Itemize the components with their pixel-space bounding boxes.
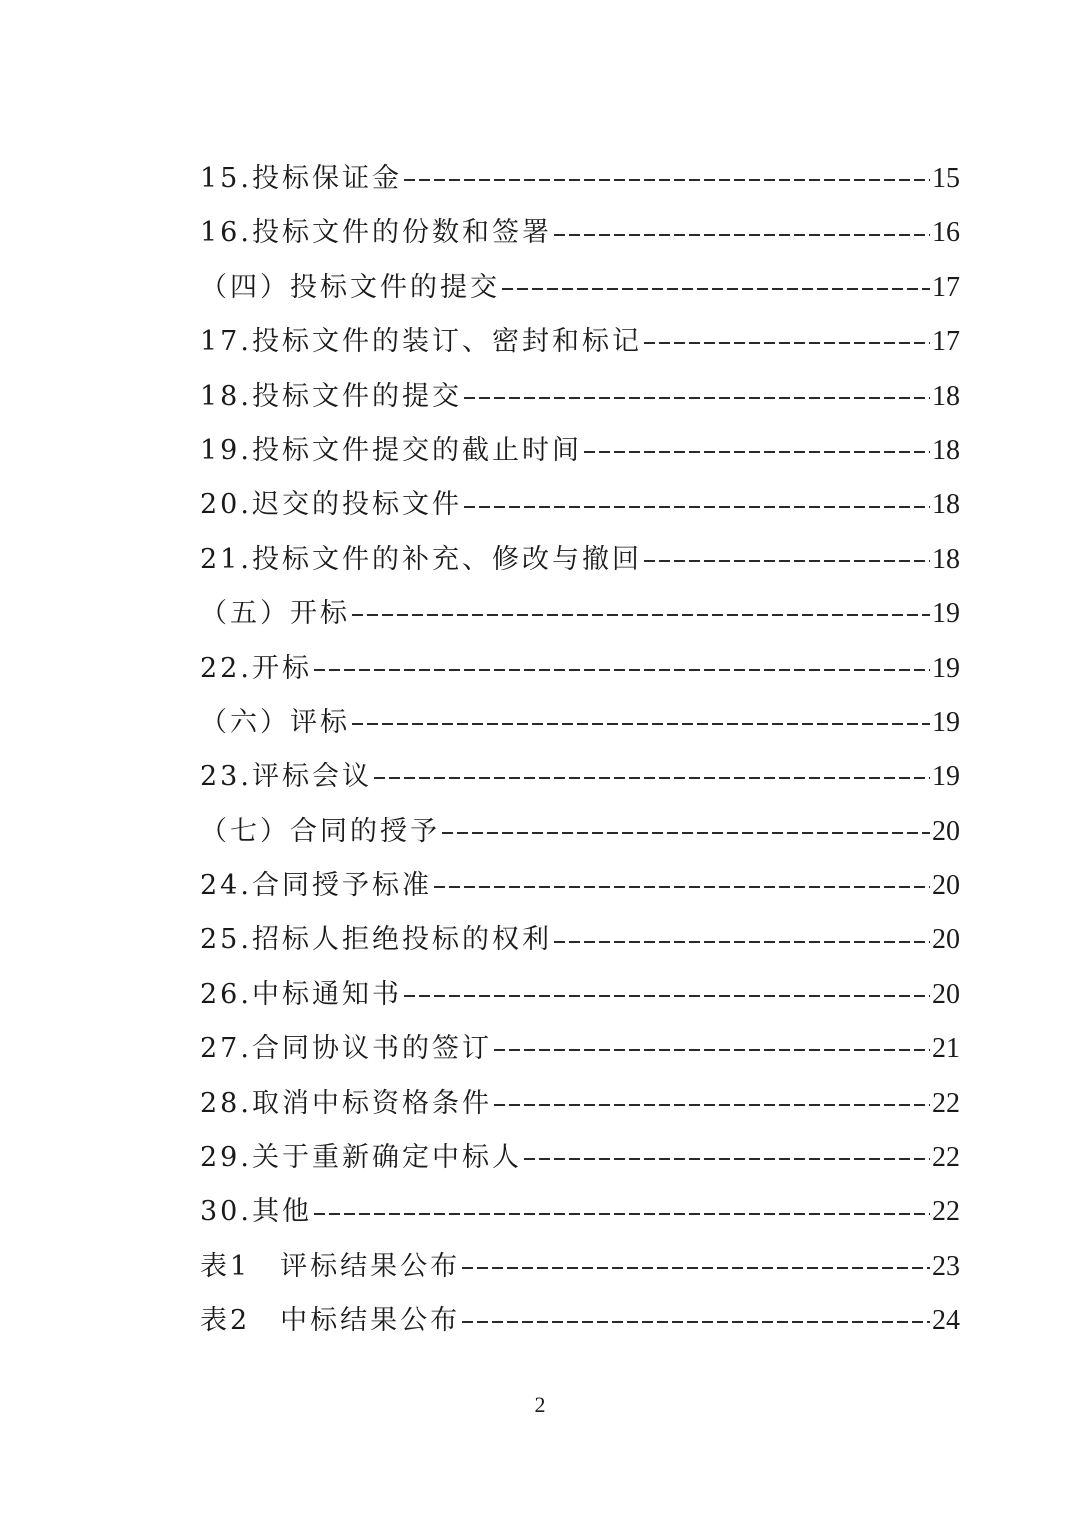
toc-leader <box>464 397 930 399</box>
toc-entry-page: 22 <box>932 1196 960 1228</box>
toc-entry-title: 26.中标通知书 <box>200 978 402 1010</box>
toc-leader <box>524 1158 930 1160</box>
toc-leader <box>644 342 930 344</box>
toc-entry-title: 30.其他 <box>200 1196 312 1228</box>
toc-entry-title: 表1 评标结果公布 <box>200 1250 461 1282</box>
toc-entry-page: 22 <box>932 1087 960 1119</box>
toc-leader <box>314 1213 930 1215</box>
toc-entry-page: 20 <box>932 978 960 1010</box>
toc-entry-title: 24.合同授予标准 <box>200 870 432 902</box>
toc-section-entry[interactable] <box>200 805 960 859</box>
toc-entry[interactable] <box>200 206 960 260</box>
toc-entry-title: 17.投标文件的装订、密封和标记 <box>200 326 642 358</box>
toc-entry-page: 16 <box>932 217 960 249</box>
toc-leader <box>554 941 930 943</box>
toc-leader <box>404 179 930 181</box>
toc-entry-title: 25.招标人拒绝投标的权利 <box>200 924 552 956</box>
toc-entry-title: 22.开标 <box>200 652 312 684</box>
toc-entry-page: 18 <box>932 380 960 412</box>
toc-entry-page: 15 <box>932 163 960 194</box>
toc-entry[interactable] <box>200 1185 960 1239</box>
toc-leader <box>464 506 930 508</box>
toc-entry-title: （五）开标 <box>200 598 350 630</box>
toc-entry-title: 20.迟交的投标文件 <box>200 489 462 521</box>
page-number: 2 <box>534 1392 546 1417</box>
toc-entry[interactable] <box>200 370 960 424</box>
toc-entry-page: 19 <box>932 598 960 630</box>
toc-entry-page: 17 <box>932 326 960 358</box>
toc-entry-page: 23 <box>932 1250 960 1282</box>
toc-entry-title: 27.合同协议书的签订 <box>200 1033 492 1065</box>
toc-entry-title: 15.投标保证金 <box>200 163 402 194</box>
toc-leader <box>462 1267 930 1269</box>
toc-entry[interactable] <box>200 1131 960 1185</box>
toc-leader <box>434 886 930 888</box>
toc-entry[interactable] <box>200 424 960 478</box>
toc-entry-title: 16.投标文件的份数和签署 <box>200 217 552 249</box>
toc-leader <box>442 832 930 834</box>
toc-entry-page: 22 <box>932 1142 960 1174</box>
toc-entry-title: 21.投标文件的补充、修改与撤回 <box>200 543 642 575</box>
toc-section-entry[interactable] <box>200 696 960 750</box>
toc-entry-page: 17 <box>932 271 960 303</box>
toc-entry-title: （七）合同的授予 <box>200 815 440 847</box>
toc-entry-page: 19 <box>932 761 960 793</box>
toc-leader <box>404 995 930 997</box>
toc-leader <box>554 234 930 236</box>
toc-leader <box>584 451 930 453</box>
toc-leader <box>644 560 930 562</box>
toc-entry-title: （四）投标文件的提交 <box>200 271 500 303</box>
toc-entry-page: 20 <box>932 870 960 902</box>
toc-entry-page: 19 <box>932 706 960 738</box>
toc-entry[interactable] <box>200 642 960 696</box>
toc-entry-title: （六）评标 <box>200 706 350 738</box>
toc-entry-page: 19 <box>932 652 960 684</box>
toc-leader <box>352 723 930 725</box>
toc-entry-page: 20 <box>932 924 960 956</box>
toc-entry[interactable] <box>200 913 960 967</box>
table-of-contents <box>200 152 960 1349</box>
toc-section-entry[interactable] <box>200 261 960 315</box>
toc-entry[interactable] <box>200 478 960 532</box>
toc-entry-title: 28.取消中标资格条件 <box>200 1087 492 1119</box>
toc-entry[interactable] <box>200 533 960 587</box>
toc-entry-page: 18 <box>932 434 960 466</box>
toc-leader <box>494 1049 930 1051</box>
toc-entry-page: 18 <box>932 489 960 521</box>
toc-leader <box>462 1321 930 1323</box>
toc-entry-title: 19.投标文件提交的截止时间 <box>200 434 582 466</box>
toc-section-entry[interactable] <box>200 587 960 641</box>
toc-leader <box>352 614 930 616</box>
toc-entry-title: 表2 中标结果公布 <box>200 1305 461 1337</box>
toc-leader <box>502 288 930 290</box>
toc-entry-title: 29.关于重新确定中标人 <box>200 1142 522 1174</box>
toc-leader <box>314 669 930 671</box>
toc-entry[interactable] <box>200 315 960 369</box>
toc-entry[interactable] <box>200 1022 960 1076</box>
toc-entry[interactable] <box>200 859 960 913</box>
toc-entry[interactable] <box>200 750 960 804</box>
toc-table-entry[interactable] <box>200 1294 960 1348</box>
toc-entry[interactable] <box>200 152 960 206</box>
toc-leader <box>374 777 930 779</box>
toc-entry[interactable] <box>200 968 960 1022</box>
toc-table-entry[interactable] <box>200 1240 960 1294</box>
toc-entry-title: 23.评标会议 <box>200 761 372 793</box>
toc-entry-page: 24 <box>932 1305 960 1337</box>
toc-leader <box>494 1104 930 1106</box>
toc-entry-page: 21 <box>932 1033 960 1065</box>
toc-entry-page: 20 <box>932 815 960 847</box>
toc-entry-page: 18 <box>932 543 960 575</box>
toc-entry-title: 18.投标文件的提交 <box>200 380 462 412</box>
toc-entry[interactable] <box>200 1077 960 1131</box>
